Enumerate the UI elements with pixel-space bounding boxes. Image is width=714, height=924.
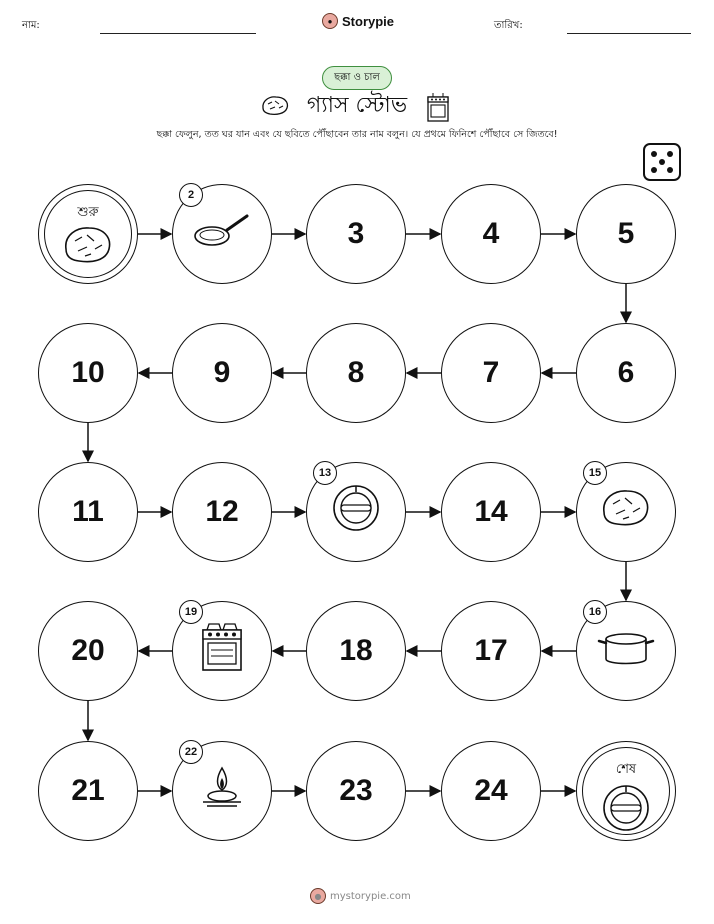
start-label: শুরু (77, 205, 99, 220)
instructions: ছক্কা ফেলুন, তত ঘর যান এবং যে ছবিতে পৌঁছাবেন তার নাম বলুন। যে প্রথমে ফিনিশে পৌঁছাবে সে জিতবে! (156, 129, 558, 140)
name-label: নাম: (22, 20, 40, 31)
cell-number-badge: 13 (313, 461, 337, 485)
cell-number-badge: 22 (179, 740, 203, 764)
board-cell-9 (172, 323, 272, 423)
cell-number: 5 (617, 217, 635, 250)
cooking-pot-icon (596, 625, 656, 677)
board-cell-17 (441, 601, 541, 701)
board-cell-24 (441, 741, 541, 841)
board-cell-4 (441, 184, 541, 284)
cell-number: 23 (339, 774, 373, 807)
end-label: শেষ (615, 762, 637, 777)
board-cell-21 (38, 741, 138, 841)
cell-number: 18 (339, 634, 373, 667)
frying-pan-icon (192, 210, 252, 258)
board-cell-6 (576, 323, 676, 423)
board-cell-22 (172, 741, 272, 841)
gas-burner-icon (197, 762, 247, 820)
rock-icon (599, 486, 653, 538)
board-cell-12 (172, 462, 272, 562)
cell-number: 21 (71, 774, 105, 807)
cell-number: 3 (347, 217, 365, 250)
board-cell-3 (306, 184, 406, 284)
rock-icon (61, 223, 115, 275)
footer (310, 888, 411, 904)
cell-number: 6 (617, 356, 635, 389)
cell-number: 14 (474, 495, 508, 528)
cell-number-badge: 19 (179, 600, 203, 624)
cell-number: 4 (482, 217, 500, 250)
board-cell-2 (172, 184, 272, 284)
board-cell-14 (441, 462, 541, 562)
cell-number: 11 (72, 495, 104, 528)
cell-number-badge: 2 (179, 183, 203, 207)
cell-number-badge: 15 (583, 461, 607, 485)
page-title: গ্যাস স্টোভ (306, 93, 408, 118)
board-cell-8 (306, 323, 406, 423)
brand-name: Storypie (342, 13, 395, 29)
cell-number-badge: 16 (583, 600, 607, 624)
board-cell-19 (172, 601, 272, 701)
gas-stove-icon (199, 620, 245, 682)
stove-knob-icon (598, 780, 654, 844)
cell-number: 7 (482, 356, 500, 389)
cell-number: 10 (71, 356, 105, 389)
footer-site[interactable]: mystorypie.com (330, 890, 411, 902)
game-type-pill: ছক্কা ও চাল (322, 66, 392, 90)
board-cell-7 (441, 323, 541, 423)
stove-knob-icon (328, 480, 384, 544)
board-cell-18 (306, 601, 406, 701)
finish-cell (576, 741, 676, 841)
board-cell-11 (38, 462, 138, 562)
cell-number: 12 (205, 495, 239, 528)
cell-number: 20 (71, 634, 105, 667)
board-cell-5 (576, 184, 676, 284)
cell-number: 8 (347, 356, 365, 389)
board-cell-13 (306, 462, 406, 562)
board-cell-15 (576, 462, 676, 562)
cell-number: 24 (474, 774, 508, 807)
board-cell-20 (38, 601, 138, 701)
board-cell-16 (576, 601, 676, 701)
board-cell-23 (306, 741, 406, 841)
storypie-logo-icon: ● (322, 13, 338, 29)
board-cell-10 (38, 323, 138, 423)
cell-number: 9 (213, 356, 231, 389)
start-cell (38, 184, 138, 284)
date-label: তারিখ: (494, 20, 523, 31)
cell-number: 17 (474, 634, 508, 667)
storypie-logo-icon: ● (310, 888, 326, 904)
